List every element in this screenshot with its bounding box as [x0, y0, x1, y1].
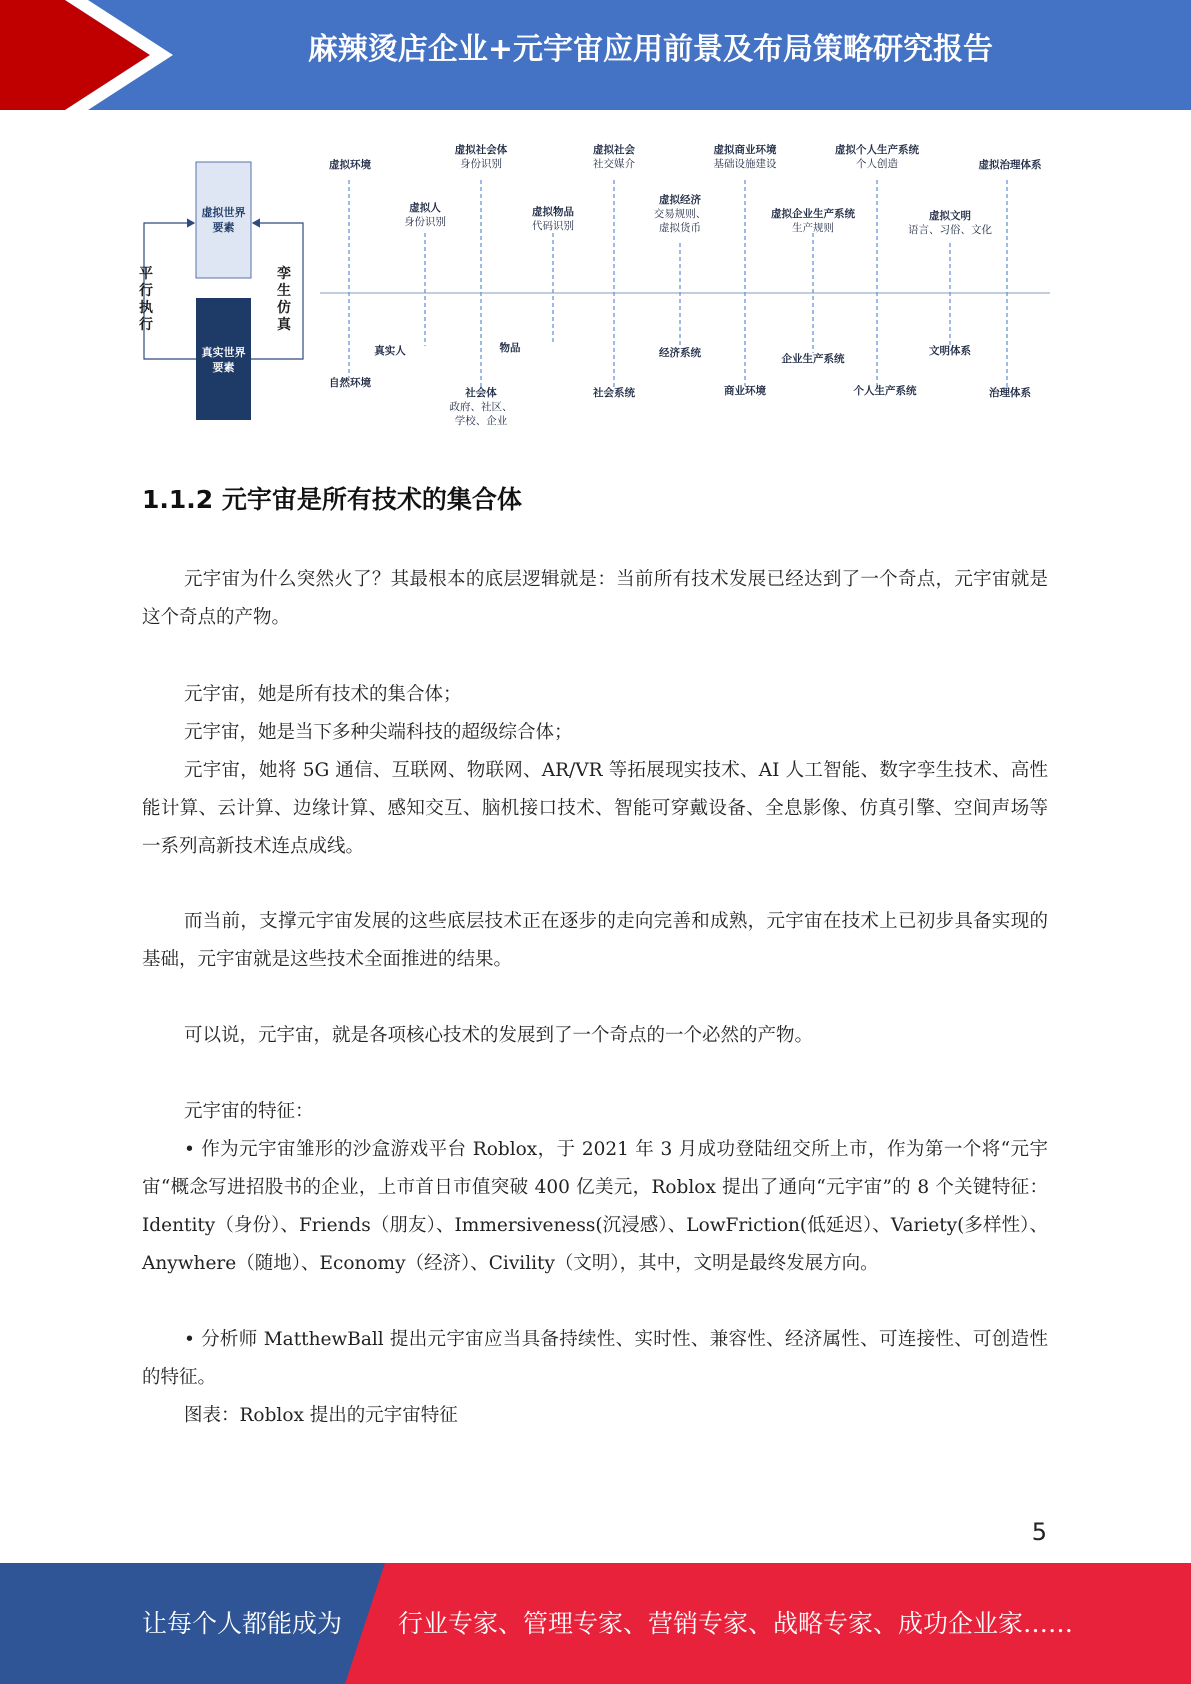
twin-simulation-label: 孪生仿真	[277, 266, 291, 333]
top-label: 虚拟经济 交易规则、 虚拟货币	[653, 194, 707, 234]
bottom-label: 社会系统	[593, 387, 635, 399]
bottom-label: 商业环境	[724, 385, 766, 397]
footer-slogan-right: 行业专家、管理专家、营销专家、战略专家、成功企业家……	[398, 1609, 1074, 1638]
paragraph: 元宇宙，她将 5G 通信、互联网、物联网、AR/VR 等拓展现实技术、AI 人工智能、数字孪生技术、高性能计算、云计算、边缘计算、感知交互、脑机接口技术、智能可穿戴设备、全息影像、仿真引擎、空间声场等一系列高新技术连点成线。	[142, 760, 1048, 857]
page-number: 5	[1031, 1518, 1047, 1546]
figure-caption: 图表：Roblox 提出的元宇宙特征	[184, 1405, 458, 1426]
bottom-label: 企业生产系统	[781, 353, 845, 365]
report-title: 麻辣烫店企业+元宇宙应用前景及布局策略研究报告	[307, 32, 994, 67]
bottom-label: 治理体系	[989, 387, 1031, 399]
top-label: 虚拟物品 代码识别	[532, 206, 574, 232]
paragraph: 而当前，支撑元宇宙发展的这些底层技术正在逐步的走向完善和成熟，元宇宙在技术上已初步具备实现的基础，元宇宙就是这些技术全面推进的结果。	[142, 911, 1048, 970]
bottom-label: 自然环境	[329, 377, 371, 389]
bullet-paragraph: • 分析师 MatthewBall 提出元宇宙应当具备持续性、实时性、兼容性、经济属性、可连接性、可创造性的特征。	[142, 1329, 1048, 1388]
virtual-real-mapping-diagram	[139, 144, 1060, 438]
text-line: 元宇宙，她是所有技术的集合体；	[184, 684, 462, 705]
top-label: 虚拟商业环境 基础设施建设	[713, 144, 777, 170]
page-header	[0, 0, 1191, 110]
section-heading: 1.1.2 元宇宙是所有技术的集合体	[142, 485, 522, 514]
bottom-label: 真实人	[374, 345, 406, 357]
text-line: 元宇宙，她是当下多种尖端科技的超级综合体；	[184, 722, 573, 743]
paragraph: 元宇宙为什么突然火了？其最根本的底层逻辑就是：当前所有技术发展已经达到了一个奇点，元宇宙就是这个奇点的产物。	[142, 569, 1048, 628]
virtual-world-box: 虚拟世界 要素	[201, 206, 246, 234]
bullet-paragraph: • 作为元宇宙雏形的沙盒游戏平台 Roblox，于 2021 年 3 月成功登陆纽交所上市，作为第一个将“元宇宙“概念写进招股书的企业，上市首日市值突破 400 亿美元，Roblox 提出了通向“元宇宙”的 8 个关键特征：Identity（身份）、Friends（朋友）、Immersiveness(沉浸感）、LowFriction(低延迟）、Variety(多样性）、Anywhere（随地）、Economy（经济）、Civility（文明），其中，文明是最终发展方向。	[142, 1139, 1048, 1274]
parallel-execution-label: 平行执行	[139, 266, 153, 333]
top-label: 虚拟文明 语言、习俗、文化	[908, 210, 992, 236]
bottom-label: 经济系统	[659, 347, 701, 359]
top-label: 虚拟个人生产系统 个人创造	[835, 144, 919, 170]
top-label: 虚拟社会体 身份识别	[454, 144, 508, 170]
top-label: 虚拟社会 社交媒介	[593, 144, 635, 170]
top-label: 虚拟企业生产系统 生产规则	[771, 208, 855, 234]
text-line: 元宇宙的特征：	[184, 1101, 314, 1122]
bottom-label: 物品	[499, 342, 521, 354]
top-label: 虚拟治理体系	[978, 159, 1042, 171]
bottom-label: 社会体 政府、社区、 学校、企业	[449, 387, 513, 427]
bottom-label: 个人生产系统	[853, 385, 917, 397]
top-label: 虚拟环境	[329, 159, 371, 171]
page-footer	[0, 1563, 1191, 1684]
top-label: 虚拟人 身份识别	[404, 202, 446, 228]
footer-slogan-left: 让每个人都能成为	[142, 1609, 343, 1638]
paragraph: 可以说，元宇宙，就是各项核心技术的发展到了一个奇点的一个必然的产物。	[184, 1025, 814, 1046]
real-world-box: 真实世界 要素	[201, 346, 246, 374]
bottom-label: 文明体系	[929, 345, 971, 357]
